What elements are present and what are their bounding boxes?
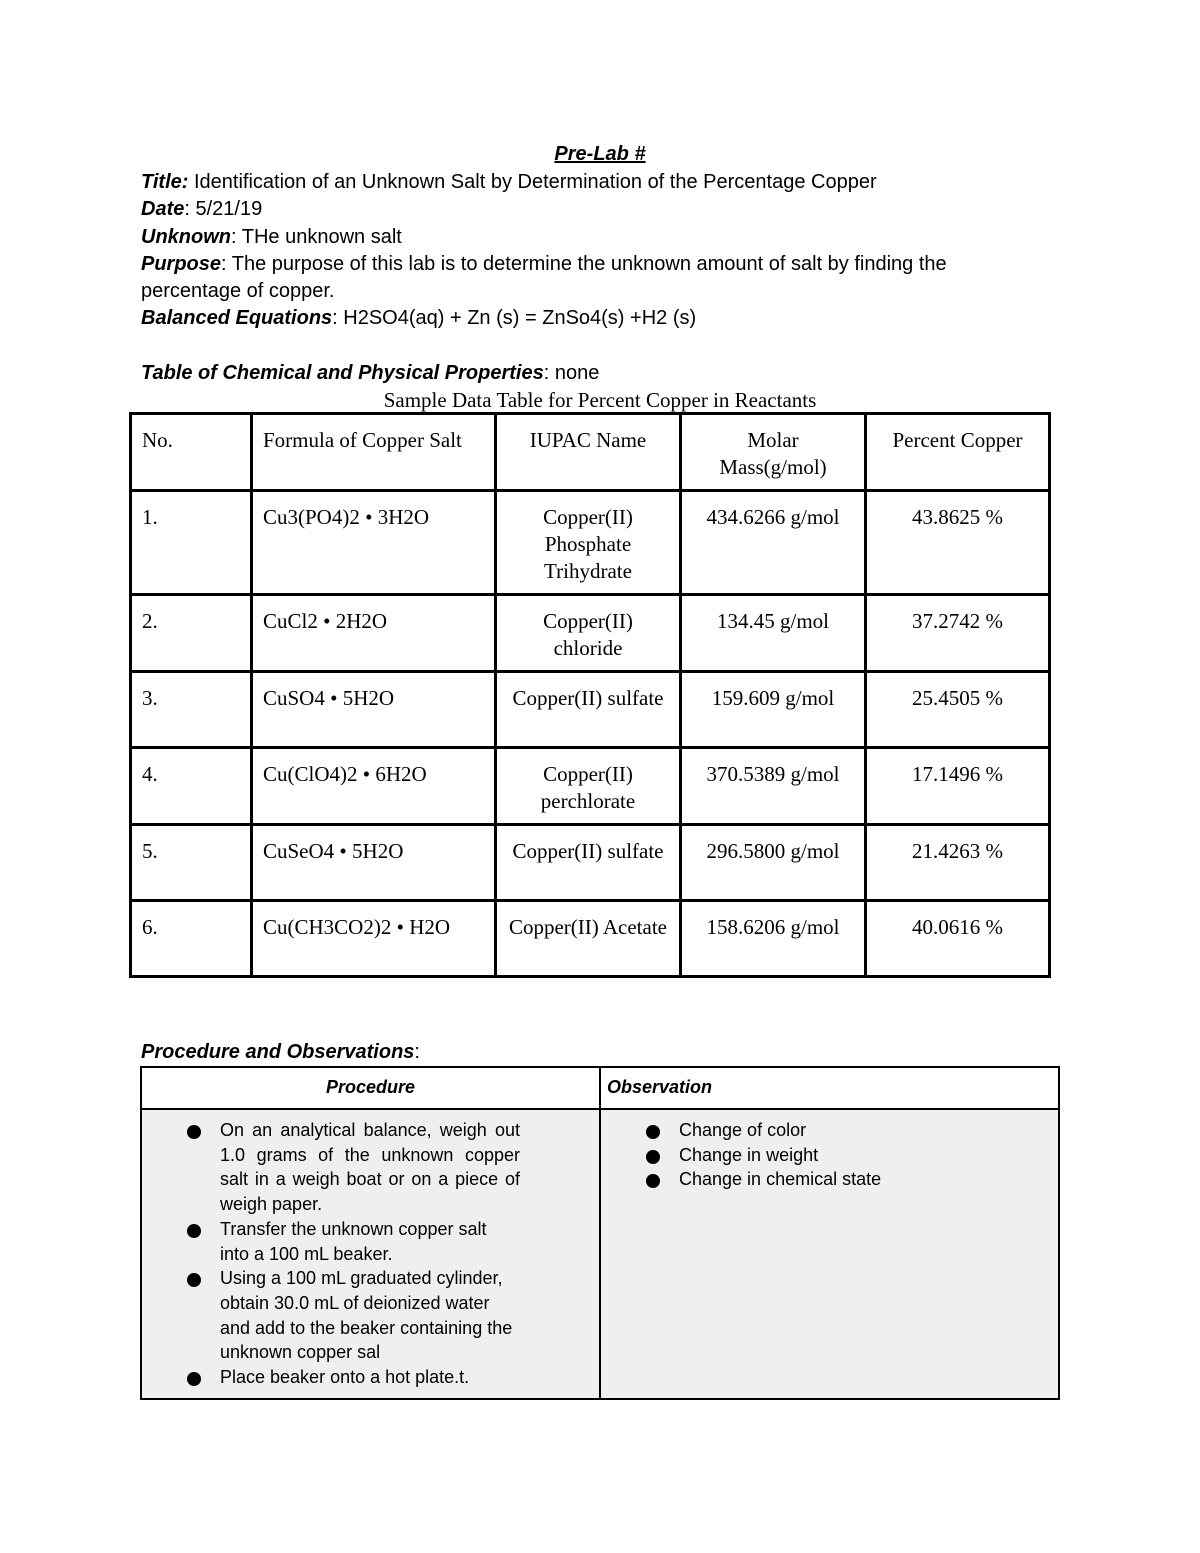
bullet-icon xyxy=(187,1273,201,1287)
procedure-heading-colon: : xyxy=(414,1041,420,1063)
cell-molar-mass: 158.6206 g/mol xyxy=(681,901,866,977)
observation-item: Change in weight xyxy=(679,1144,819,1165)
cell-iupac: Copper(II) perchlorate xyxy=(496,748,681,825)
title-line xyxy=(141,169,877,196)
properties-value: : none xyxy=(543,362,600,384)
properties-label: Table of Chemical and Physical Properties xyxy=(141,362,544,384)
list-item xyxy=(150,1365,520,1390)
observation-item: Change of color xyxy=(679,1120,807,1140)
cell-formula: Cu3(PO4)2 • 3H2O xyxy=(252,491,496,595)
observation-item: Change in chemical state xyxy=(679,1169,882,1190)
cell-percent: 17.1496 % xyxy=(866,748,1050,825)
observation-header: Observation xyxy=(600,1067,1059,1109)
cell-molar-mass: 134.45 g/mol xyxy=(681,595,866,672)
purpose-label: Purpose xyxy=(141,253,222,275)
procedure-heading xyxy=(141,1041,420,1064)
cell-formula: Cu(CH3CO2)2 • H2O xyxy=(252,901,496,977)
procedure-table xyxy=(140,1066,1060,1400)
bullet-icon xyxy=(646,1150,660,1164)
cell-iupac: Copper(II) sulfate xyxy=(496,672,681,748)
procedure-step: Using a 100 mL graduated cylinder, obtain 30.0 mL of deionized water and add to the beaker containing the unknown copper sal xyxy=(220,1268,513,1363)
table-row xyxy=(131,825,1050,901)
cell-percent: 21.4263 % xyxy=(866,825,1050,901)
bullet-icon xyxy=(646,1174,660,1188)
unknown-label: Unknown xyxy=(141,226,231,248)
header-cell-percent: Percent Copper xyxy=(866,414,1050,491)
header-cell-molar-mass: Molar Mass(g/mol) xyxy=(681,414,866,491)
properties-line xyxy=(141,360,599,387)
cell-no: 3. xyxy=(131,672,252,748)
cell-iupac: Copper(II) chloride xyxy=(496,595,681,672)
cell-percent: 25.4505 % xyxy=(866,672,1050,748)
equations-line xyxy=(141,305,696,332)
header-cell-no: No. xyxy=(131,414,252,491)
equations-label: Balanced Equations xyxy=(141,307,333,329)
table-row xyxy=(131,672,1050,748)
cell-percent: 43.8625 % xyxy=(866,491,1050,595)
table-header-row xyxy=(131,414,1050,491)
list-item xyxy=(150,1266,520,1365)
equations-value: : H2SO4(aq) + Zn (s) = ZnSo4(s) +H2 (s) xyxy=(332,307,697,329)
bullet-icon xyxy=(187,1372,201,1386)
purpose-value: : The purpose of this lab is to determine the unknown amount of salt by finding the percentage of copper. xyxy=(141,253,947,302)
cell-molar-mass: 159.609 g/mol xyxy=(681,672,866,748)
procedure-cell xyxy=(141,1109,600,1399)
bullet-icon xyxy=(187,1224,201,1238)
procedure-step: On an analytical balance, weigh out 1.0 grams of the unknown copper salt in a weigh boat or on a piece of weigh paper. xyxy=(220,1120,520,1215)
table-row xyxy=(131,491,1050,595)
cell-no: 4. xyxy=(131,748,252,825)
cell-molar-mass: 434.6266 g/mol xyxy=(681,491,866,595)
cell-no: 2. xyxy=(131,595,252,672)
cell-no: 5. xyxy=(131,825,252,901)
list-item xyxy=(150,1118,520,1217)
cell-formula: Cu(ClO4)2 • 6H2O xyxy=(252,748,496,825)
procedure-table-body-row xyxy=(141,1109,1059,1399)
cell-molar-mass: 296.5800 g/mol xyxy=(681,825,866,901)
cell-no: 6. xyxy=(131,901,252,977)
cell-iupac: Copper(II) Acetate xyxy=(496,901,681,977)
title-label: Title: xyxy=(141,171,189,193)
procedure-heading-label: Procedure and Observations xyxy=(141,1041,415,1063)
date-line xyxy=(141,196,262,223)
procedure-table-header-row xyxy=(141,1067,1059,1109)
unknown-value: : THe unknown salt xyxy=(231,226,402,248)
purpose-line xyxy=(141,251,1041,305)
unknown-line xyxy=(141,224,402,251)
procedure-list xyxy=(150,1118,520,1390)
copper-salt-table xyxy=(129,412,1051,978)
table-row xyxy=(131,595,1050,672)
date-label: Date xyxy=(141,198,185,220)
header-cell-formula: Formula of Copper Salt xyxy=(252,414,496,491)
bullet-icon xyxy=(187,1125,201,1139)
page-title: Pre-Lab # xyxy=(554,143,646,165)
bullet-icon xyxy=(646,1125,660,1139)
list-item xyxy=(609,1118,1050,1143)
table-row xyxy=(131,901,1050,977)
cell-formula: CuCl2 • 2H2O xyxy=(252,595,496,672)
procedure-step: Place beaker onto a hot plate.t. xyxy=(220,1367,470,1388)
cell-iupac: Copper(II) sulfate xyxy=(496,825,681,901)
title-value: Identification of an Unknown Salt by Determination of the Percentage Copper xyxy=(188,171,877,193)
observation-list xyxy=(609,1118,1050,1192)
cell-molar-mass: 370.5389 g/mol xyxy=(681,748,866,825)
cell-percent: 40.0616 % xyxy=(866,901,1050,977)
procedure-header: Procedure xyxy=(141,1067,600,1109)
cell-formula: CuSO4 • 5H2O xyxy=(252,672,496,748)
date-value: : 5/21/19 xyxy=(184,198,263,220)
list-item xyxy=(609,1143,1050,1168)
cell-percent: 37.2742 % xyxy=(866,595,1050,672)
table-row xyxy=(131,748,1050,825)
header-cell-iupac: IUPAC Name xyxy=(496,414,681,491)
cell-formula: CuSeO4 • 5H2O xyxy=(252,825,496,901)
observation-cell xyxy=(600,1109,1059,1399)
cell-no: 1. xyxy=(131,491,252,595)
procedure-step: Transfer the unknown copper salt into a 100 mL beaker. xyxy=(220,1218,487,1264)
table-caption: Sample Data Table for Percent Copper in Reactants xyxy=(383,388,817,412)
list-item xyxy=(609,1167,1050,1192)
list-item xyxy=(150,1217,520,1266)
cell-iupac: Copper(II) Phosphate Trihydrate xyxy=(496,491,681,595)
